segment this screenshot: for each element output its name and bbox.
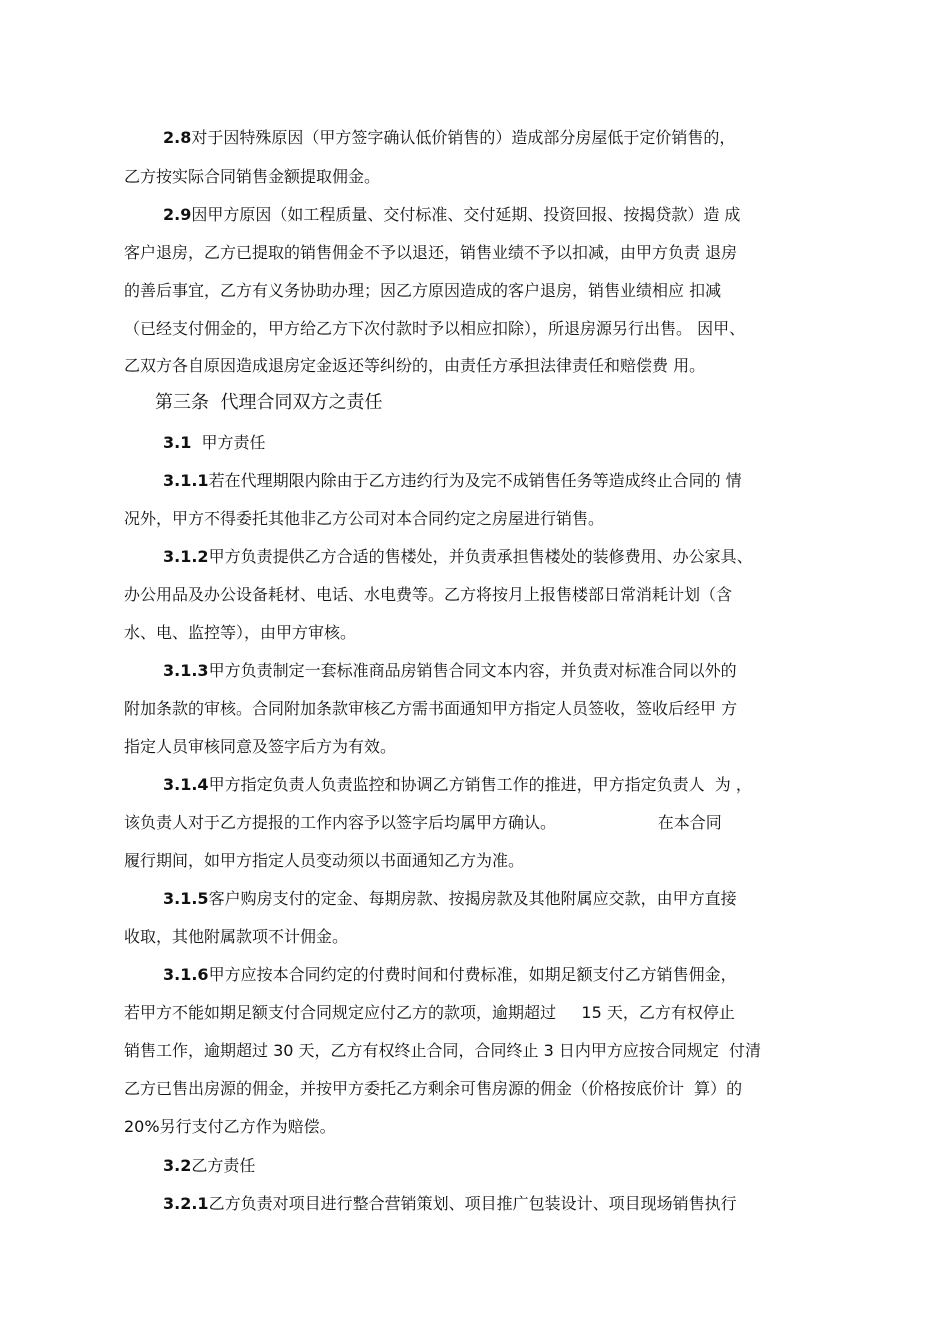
text-line: 指定人员审核同意及签字后方为有效。: [124, 737, 397, 756]
clause-number: 3.1.4: [163, 775, 209, 794]
text-line: 水、电、监控等），由甲方审核。: [124, 623, 357, 642]
text-line: 乙方按实际合同销售金额提取佣金。: [124, 167, 381, 186]
text-line: 甲方负责制定一套标准商品房销售合同文本内容，并负责对标准合同以外的: [208, 661, 737, 680]
clause-number: 3.1.1: [163, 471, 209, 490]
paragraph-line: [124, 1003, 735, 1023]
subsection-3-1: [163, 433, 266, 453]
paragraph-line: [124, 851, 524, 871]
text-line: 乙双方各自原因造成退房定金返还等纠纷的，由责任方承担法律责任和赔偿费 用。: [124, 356, 706, 375]
text-line: 甲方指定负责人负责监控和协调乙方销售工作的推进，甲方指定负责人 为 ，: [208, 775, 752, 794]
text-line: 甲方责任: [191, 433, 266, 452]
paragraph-3-1-6: [163, 965, 737, 985]
paragraph-line: [124, 927, 348, 947]
text-line: 销售工作，逾期超过 30 天，乙方有权终止合同，合同终止 3 日内甲方应按合同规定 付清: [124, 1041, 762, 1060]
text-line: 乙方责任: [191, 1156, 256, 1175]
paragraph-2-9: [163, 205, 740, 225]
paragraph-line: [124, 585, 732, 605]
text-line: 客户退房，乙方已提取的销售佣金不予以退还，销售业绩不予以扣减，由甲方负责 退房: [124, 243, 738, 262]
paragraph-3-1-4: [163, 775, 752, 795]
text-line: 对于因特殊原因（甲方签字确认低价销售的）造成部分房屋低于定价销售的，: [191, 128, 736, 147]
paragraph-line: [124, 509, 604, 529]
paragraph-line: [124, 319, 745, 339]
text-line: 客户购房支付的定金、每期房款、按揭房款及其他附属应交款，由甲方直接: [208, 889, 737, 908]
paragraph-2-8: [163, 128, 735, 148]
clause-number: 3.1: [163, 433, 192, 452]
paragraph-line: [124, 699, 737, 719]
text-line: 收取，其他附属款项不计佣金。: [124, 927, 349, 946]
text-line: 若在代理期限内除由于乙方违约行为及完不成销售任务等造成终止合同的 情: [208, 471, 742, 490]
clause-number: 3.1.5: [163, 889, 209, 908]
clause-number: 3.1.3: [163, 661, 209, 680]
text-line: 况外，甲方不得委托其他非乙方公司对本合同约定之房屋进行销售。: [124, 509, 605, 528]
subsection-3-2: [163, 1156, 255, 1176]
paragraph-3-2-1: [163, 1194, 737, 1214]
text-line: 附加条款的审核。合同附加条款审核乙方需书面通知甲方指定人员签收，签收后经甲 方: [124, 699, 738, 718]
text-line: 履行期间，如甲方指定人员变动须以书面通知乙方为准。: [124, 851, 525, 870]
paragraph-3-1-2: [163, 547, 753, 567]
paragraph-line: [124, 1117, 336, 1137]
paragraph-3-1-5: [163, 889, 737, 909]
text-line: 若甲方不能如期足额支付合同规定应付乙方的款项，逾期超过 15 天，乙方有权停止: [124, 1003, 735, 1022]
text-line: 的善后事宜，乙方有义务协助办理；因乙方原因造成的客户退房，销售业绩相应 扣减: [124, 281, 722, 300]
text-line: 第三条 代理合同双方之责任: [155, 392, 383, 413]
paragraph-line: [124, 813, 722, 833]
clause-number: 3.2: [163, 1156, 192, 1175]
clause-number: 3.2.1: [163, 1194, 209, 1213]
text-line: 乙方已售出房源的佣金，并按甲方委托乙方剩余可售房源的佣金（价格按底价计 算）的: [124, 1079, 743, 1098]
clause-number: 3.1.6: [163, 965, 209, 984]
paragraph-line: [124, 167, 380, 187]
clause-number: 2.9: [163, 205, 192, 224]
text-line: （已经支付佣金的，甲方给乙方下次付款时予以相应扣除），所退房源另行出售。 因甲、: [124, 319, 746, 338]
paragraph-3-1-3: [163, 661, 737, 681]
paragraph-line: [124, 737, 396, 757]
clause-number: 3.1.2: [163, 547, 209, 566]
clause-number: 2.8: [163, 128, 192, 147]
paragraph-line: [124, 356, 705, 376]
text-line: 该负责人对于乙方提报的工作内容予以签字后均属甲方确认。 在本合同: [124, 813, 722, 832]
text-line: 因甲方原因（如工程质量、交付标准、交付延期、投资回报、按揭贷款）造 成: [191, 205, 741, 224]
paragraph-line: [124, 243, 737, 263]
text-line: 甲方应按本合同约定的付费时间和付费标准，如期足额支付乙方销售佣金，: [208, 965, 737, 984]
section-heading: [155, 393, 382, 413]
text-line: 甲方负责提供乙方合适的售楼处，并负责承担售楼处的装修费用、办公家具、: [208, 547, 753, 566]
paragraph-3-1-1: [163, 471, 742, 491]
text-line: 20%另行支付乙方作为赔偿。: [124, 1117, 336, 1136]
text-line: 办公用品及办公设备耗材、电话、水电费等。乙方将按月上报售楼部日常消耗计划（含: [124, 585, 733, 604]
paragraph-line: [124, 281, 721, 301]
paragraph-line: [124, 623, 356, 643]
paragraph-line: [124, 1041, 761, 1061]
paragraph-line: [124, 1079, 742, 1099]
text-line: 乙方负责对项目进行整合营销策划、项目推广包装设计、项目现场销售执行: [208, 1194, 737, 1213]
